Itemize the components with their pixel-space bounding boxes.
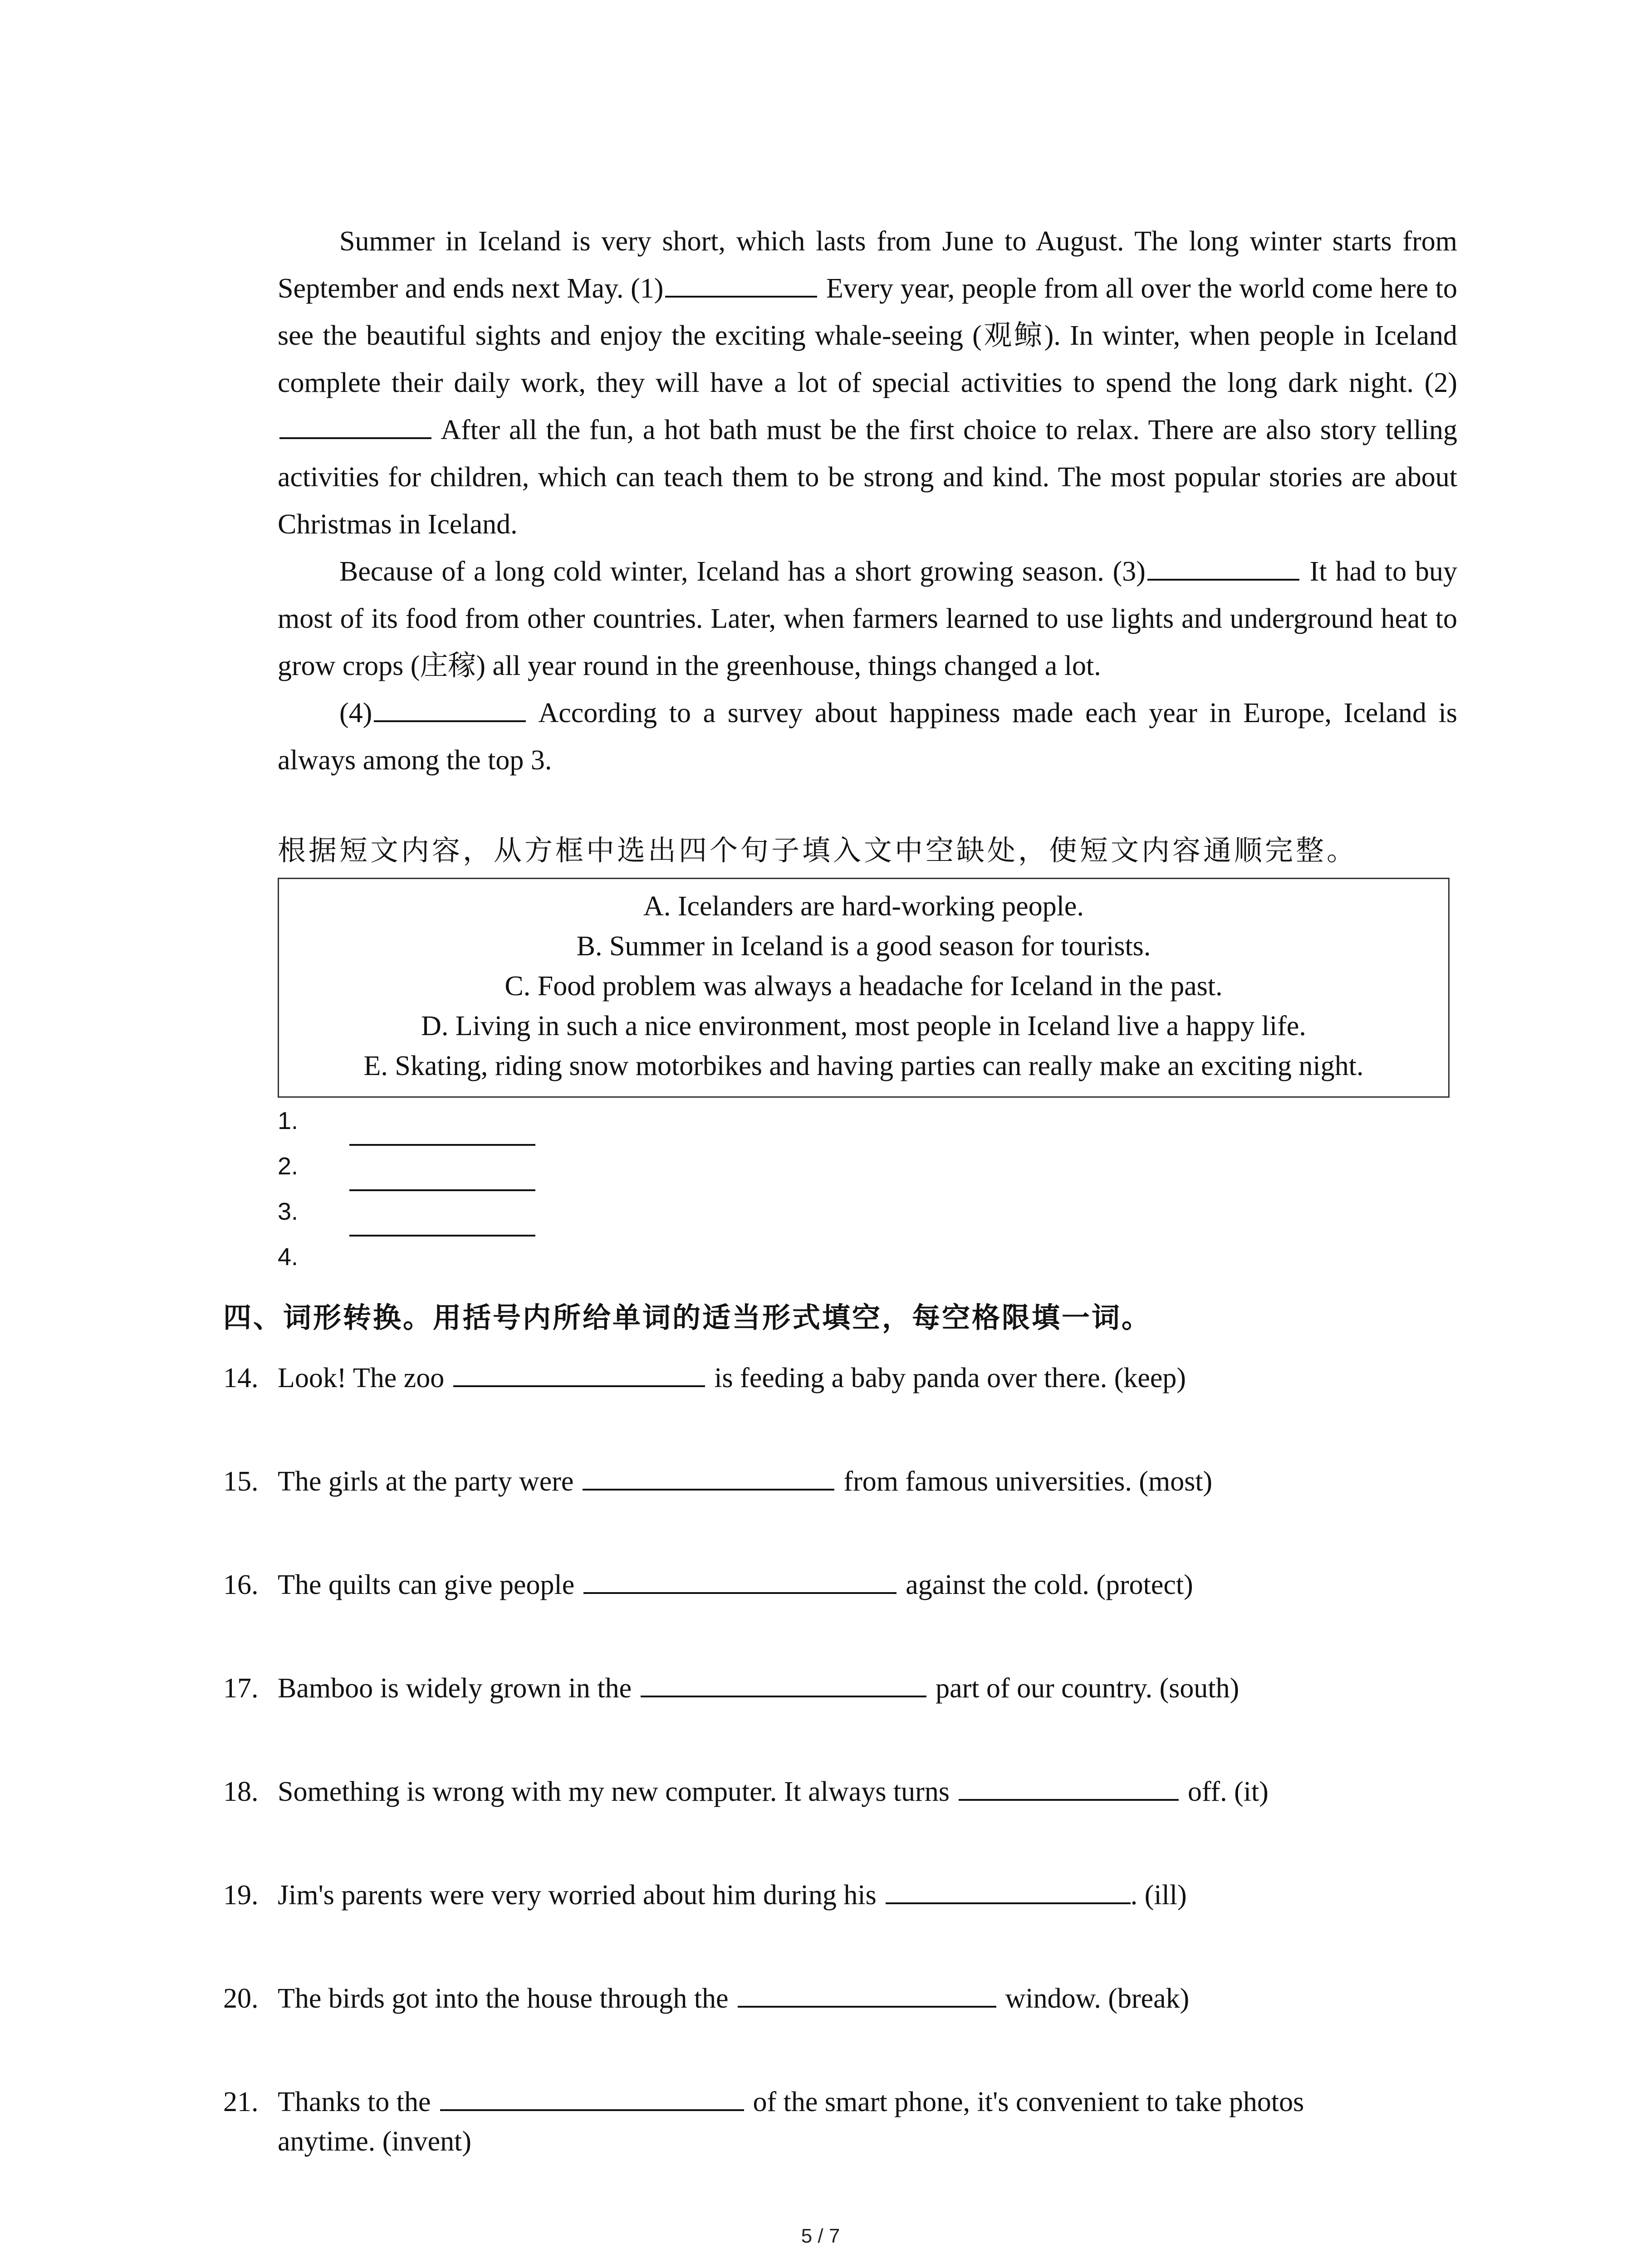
question-row [223,1770,1269,1813]
question-text: off. (it) [1187,1776,1269,1807]
option-e: E. Skating, riding snow motorbikes and having parties can really make an exciting night. [363,1051,1364,1081]
question-text: The quilts can give people [278,1569,575,1600]
question-number: 15. [223,1466,259,1497]
answer-line-1[interactable] [349,1144,535,1146]
question-text: Thanks to the [278,2087,431,2117]
passage-paragraph-2 [278,548,1457,689]
answer-blank[interactable] [583,1565,896,1594]
answer-blank[interactable] [886,1875,1131,1904]
answer-blank[interactable] [641,1668,926,1697]
answer-number: 1. [278,1107,299,1134]
question-text: The birds got into the house through the [278,1983,729,2014]
passage-paragraph-1 [278,218,1457,548]
answer-blank[interactable] [959,1772,1179,1801]
question-number: 16. [223,1569,259,1600]
answer-number: 2. [278,1153,299,1180]
question-text: The girls at the party were [278,1466,574,1497]
options-box [278,878,1450,1098]
passage-text: Because of a long cold winter, Iceland has a short growing season. (3) [339,556,1146,587]
answer-blank[interactable] [738,1979,996,2008]
answer-gap-2[interactable] [279,411,431,439]
passage-text: According to a survey about happiness made each year in Europe, Iceland is always among the top 3. [278,698,1457,776]
question-row [223,1667,1239,1710]
question-text: of the smart phone, it's convenient to take photos [753,2087,1304,2117]
question-number: 21. [223,2087,259,2117]
reading-passage [278,218,1457,784]
option-c: C. Food problem was always a headache for Iceland in the past. [505,971,1223,1002]
passage-paragraph-3 [278,689,1457,784]
question-number: 14. [223,1363,259,1393]
question-text: Look! The zoo [278,1363,445,1393]
question-text: . (ill) [1130,1880,1187,1911]
question-row [223,1977,1189,2020]
answer-number: 3. [278,1198,299,1225]
answer-gap-4[interactable] [374,694,526,722]
passage-text: After all the fun, a hot bath must be the first choice to relax. There are also story telling activities for children, which can teach them to be strong and kind. The most popular stories are about Christmas in Iceland. [278,415,1457,540]
question-text: Something is wrong with my new computer. It always turns [278,1776,950,1807]
question-number: 20. [223,1983,259,2014]
question-text: part of our country. (south) [936,1673,1239,1704]
answer-line-3[interactable] [349,1235,535,1237]
option-a: A. Icelanders are hard-working people. [643,891,1084,922]
question-text: is feeding a baby panda over there. (keep) [714,1363,1186,1393]
answer-number: 4. [278,1243,299,1271]
question-text: Jim's parents were very worried about him during his [278,1880,877,1911]
answer-blank[interactable] [453,1358,705,1387]
question-number: 19. [223,1880,259,1911]
option-b: B. Summer in Iceland is a good season for tourists. [576,931,1151,962]
question-text: window. (break) [1005,1983,1190,2014]
page-number: 5 / 7 [801,2225,840,2247]
passage-text: Every year, people from all over the world come here to see the beautiful sights and enjoy the exciting whale-seeing (观鲸). In winter, when people in Iceland complete their daily work, they will have a lot of special activities to spend the long dark night. (2) [278,273,1457,398]
question-text: from famous universities. (most) [843,1466,1213,1497]
answer-gap-3[interactable] [1147,552,1299,581]
question-row [223,1460,1212,1503]
question-number: 18. [223,1776,259,1807]
question-number: 17. [223,1673,259,1704]
question-text-continued: anytime. (invent) [278,2126,471,2157]
question-row [223,2080,1304,2124]
answer-gap-1[interactable] [665,269,817,298]
section-title: 四、词形转换。用括号内所给单词的适当形式填空，每空格限填一词。 [223,1301,1152,1334]
answer-line-2[interactable] [349,1189,535,1191]
answer-blank[interactable] [440,2082,744,2111]
option-d: D. Living in such a nice environment, most people in Iceland live a happy life. [421,1011,1306,1041]
question-text: Bamboo is widely grown in the [278,1673,632,1704]
question-text: against the cold. (protect) [906,1569,1193,1600]
question-row [223,1563,1193,1607]
answer-blank[interactable] [583,1461,834,1491]
passage-text: Summer in Iceland is very short, which lasts from June to August. The long winter starts from September and ends next May. (1) [278,226,1457,304]
passage-text: (4) [339,698,372,728]
question-row [223,1873,1187,1917]
instruction-text: 根据短文内容，从方框中选出四个句子填入文中空缺处，使短文内容通顺完整。 [278,834,1358,867]
question-row [223,1356,1186,1400]
passage-text: It had to buy most of its food from other countries. Later, when farmers learned to use lights and underground heat to grow crops (庄稼) all year round in the greenhouse, things changed a lot. [278,556,1457,681]
